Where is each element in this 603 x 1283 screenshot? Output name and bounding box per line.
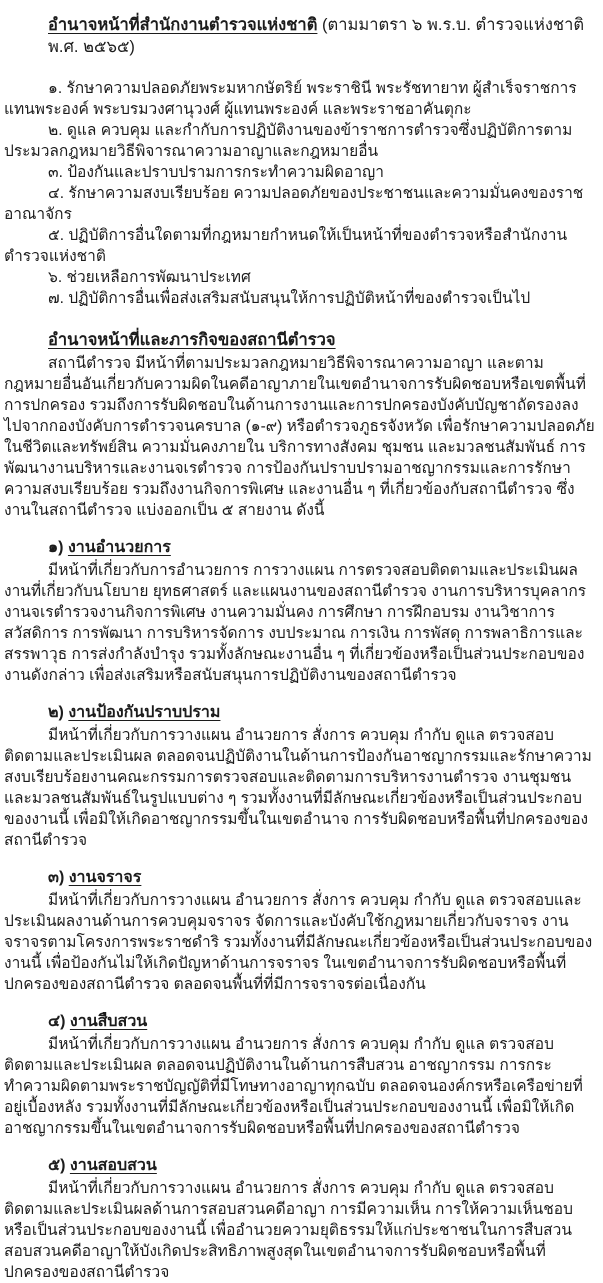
subsection-heading-interrogation: [4, 1155, 595, 1177]
national-police-duties-list: [4, 78, 595, 309]
page-title-text: อำนาจหน้าที่สำนักงานตำรวจแห่งชาติ: [48, 16, 318, 34]
subsection-number: ๑): [48, 539, 68, 556]
duty-item-5: ๕. ปฏิบัติการอื่นใดตามที่กฎหมายกำหนดให้เป็นหน้าที่ของตำรวจหรือสำนักงานตำรวจแห่งชาติ: [4, 227, 568, 265]
duty-item-3: ๓. ป้องกันและปราบปรามการกระทำความผิดอาญา: [48, 164, 384, 181]
police-station-section-heading: [4, 329, 595, 351]
subsection-number: ๒): [48, 704, 69, 721]
duty-item-6: ๖. ช่วยเหลือการพัฒนาประเทศ: [48, 269, 251, 286]
subsection-traffic: [4, 867, 595, 995]
subsection-title: งานสืบสวน: [69, 1013, 148, 1030]
subsection-number: ๕): [48, 1157, 70, 1174]
subsection-investigation: [4, 1011, 595, 1139]
subsection-body-interrogation: มีหน้าที่เกี่ยวกับการวางแผน อำนวยการ สั่งการ ควบคุม กำกับ ดูแล ตรวจสอบติดตามและประเมินผลด้านการสอบสวนคดีอาญา การมีความเห็น การให้ความเห็นชอบ หรือเป็นส่วนประกอบของงานนี้ เพื่ออำนวยความยุติธรรมให้แก่ประชาชนในการสืบสวนสอบสวนคดีอาญาให้บังเกิดประสิทธิภาพสูงสุดในเขตอำนาจการรับผิดชอบหรือพื้นที่ปกครองของสถานีตำรวจ: [4, 1180, 573, 1281]
police-station-section-heading-text: อำนาจหน้าที่และภารกิจของสถานีตำรวจ: [48, 331, 336, 349]
subsection-body-prevention: มีหน้าที่เกี่ยวกับการวางแผน อำนวยการ สั่งการ ควบคุม กำกับ ดูแล ตรวจสอบติดตามและประเมินผล ตลอดจนปฏิบัติงานในด้านการป้องกันอาชญากรรมและรักษาความสงบเรียบร้อยงานคณะกรรมการตรวจสอบและติดตามการบริหารงานตำรวจ งานชุมชนและมวลชนสัมพันธ์ในรูปแบบต่าง ๆ รวมทั้งงานที่มีลักษณะเกี่ยวข้องหรือเป็นส่วนประกอบของงานนี้ เพื่อมิให้เกิดอาชญากรรมขึ้นในเขตอำนาจ การรับผิดชอบหรือพื้นที่ปกครองของสถานีตำรวจ: [4, 727, 592, 849]
page-title-note: (ตามมาตรา ๖ พ.ร.บ. ตำรวจแห่งชาติ พ.ศ. ๒๕๖๕): [48, 16, 585, 56]
subsection-body-investigation: มีหน้าที่เกี่ยวกับการวางแผน อำนวยการ สั่งการ ควบคุม กำกับ ดูแล ตรวจสอบติดตามและประเมินผล ตลอดจนปฏิบัติงานในด้านการสืบสวน อาชญากรรม การกระทำความผิดตามพระราชบัญญัติที่มีโทษทางอาญาทุกฉบับ ตลอดจนองค์กรหรือเครือข่ายที่อยู่เบื้องหลัง รวมทั้งงานที่มีลักษณะเกี่ยวข้องหรือเป็นส่วนประกอบของงานนี้ เพื่อมิให้เกิดอาชญากรรมขึ้นในเขตอำนาจการรับผิดชอบหรือพื้นที่ปกครองของสถานีตำรวจ: [4, 1036, 583, 1137]
page-title: [4, 14, 595, 58]
subsection-title: งานอำนวยการ: [67, 539, 171, 556]
duty-item-4: ๔. รักษาความสงบเรียบร้อย ความปลอดภัยของประชาชนและความมั่นคงของราชอาณาจักร: [4, 185, 584, 223]
subsection-prevention: [4, 702, 595, 851]
subsection-number: ๓): [48, 869, 69, 886]
police-station-intro-paragraph: สถานีตำรวจ มีหน้าที่ตามประมวลกฎหมายวิธีพิจารณาความอาญา และตามกฎหมายอื่นอันเกี่ยวกับความผิดในคดีอาญาภายในเขตอำนาจการรับผิดชอบหรือเขตพื้นที่การปกครอง รวมถึงการรับผิดชอบในด้านการงานและการปกครองบังคับบัญชาถัดรองลงไปจากกองบังคับการตำรวจนครบาล (๑-๙) หรือตำรวจภูธรจังหวัด เพื่อรักษาความปลอดภัยในชีวิตและทรัพย์สิน ความมั่นคงภายใน บริการทางสังคม ชุมชน และมวลชนสัมพันธ์ การพัฒนางานบริหารและงานจเรตำรวจ การป้องกันปราบปรามอาชญากรรมและการรักษาความสงบเรียบร้อย รวมถึงงานกิจการพิเศษ และงานอื่น ๆ ที่เกี่ยวข้องกับสถานีตำรวจ ซึ่งงานในสถานีตำรวจ แบ่งออกเป็น ๕ สายงาน ดังนี้: [4, 355, 595, 519]
subsection-title: งานป้องกันปราบปราม: [68, 704, 221, 721]
subsection-interrogation: [4, 1155, 595, 1283]
subsection-admin: [4, 537, 595, 686]
subsection-body-admin: มีหน้าที่เกี่ยวกับการอำนวยการ การวางแผน การตรวจสอบติดตามและประเมินผลงานที่เกี่ยวกับนโยบาย ยุทธศาสตร์ และแผนงานของสถานีตำรวจ งานการบริหารบุคลากร งานจเรตำรวจงานกิจการพิเศษ งานความมั่นคง การศึกษา การฝึกอบรม งานวิชาการ สวัสดิการ การพัฒนา การบริหารจัดการ งบประมาณ การเงิน การพัสดุ การพลาธิการและสรรพาวุธ การส่งกำลังบำรุง รวมทั้งลักษณะงานอื่น ๆ ที่เกี่ยวข้องหรือเป็นส่วนประกอบของงานดังกล่าว เพื่อส่งเสริมหรือสนับสนุนการปฏิบัติงานของสถานีตำรวจ: [4, 562, 587, 684]
duty-item-2: ๒. ดูแล ควบคุม และกำกับการปฏิบัติงานของข้าราชการตำรวจซึ่งปฏิบัติการตามประมวลกฎหมายวิธีพิจารณาความอาญาและกฎหมายอื่น: [4, 122, 573, 160]
duty-item-1: ๑. รักษาความปลอดภัยพระมหากษัตริย์ พระราชินี พระรัชทายาท ผู้สำเร็จราชการแทนพระองค์ พระบรมวงศานุวงศ์ ผู้แทนพระองค์ และพระราชอาคันตุกะ: [4, 80, 577, 118]
subsection-number: ๔): [48, 1013, 70, 1030]
subsection-heading-investigation: [4, 1011, 595, 1033]
subsection-title: งานจราจร: [68, 869, 142, 886]
subsection-body-traffic: มีหน้าที่เกี่ยวกับการวางแผน อำนวยการ สั่งการ ควบคุม กำกับ ดูแล ตรวจสอบและประเมินผลงานด้านการควบคุมจราจร จัดการและบังคับใช้กฎหมายเกี่ยวกับจราจร งานจราจรตามโครงการพระราชดำริ รวมทั้งงานที่มีลักษณะเกี่ยวข้องหรือเป็นส่วนประกอบของงานนี้ เพื่อป้องกันไม่ให้เกิดปัญหาด้านการจราจร ในเขตอำนาจการรับผิดชอบหรือพื้นที่ปกครองของสถานีตำรวจ ตลอดจนพื้นที่ที่มีการจราจรต่อเนื่องกัน: [4, 892, 593, 993]
subsection-title: งานสอบสวน: [69, 1157, 157, 1174]
subsection-heading-admin: [4, 537, 595, 559]
duty-item-7: ๗. ปฏิบัติการอื่นเพื่อส่งเสริมสนับสนุนให้การปฏิบัติหน้าที่ของตำรวจเป็นไป: [48, 290, 531, 307]
subsection-heading-traffic: [4, 867, 595, 889]
subsection-heading-prevention: [4, 702, 595, 724]
